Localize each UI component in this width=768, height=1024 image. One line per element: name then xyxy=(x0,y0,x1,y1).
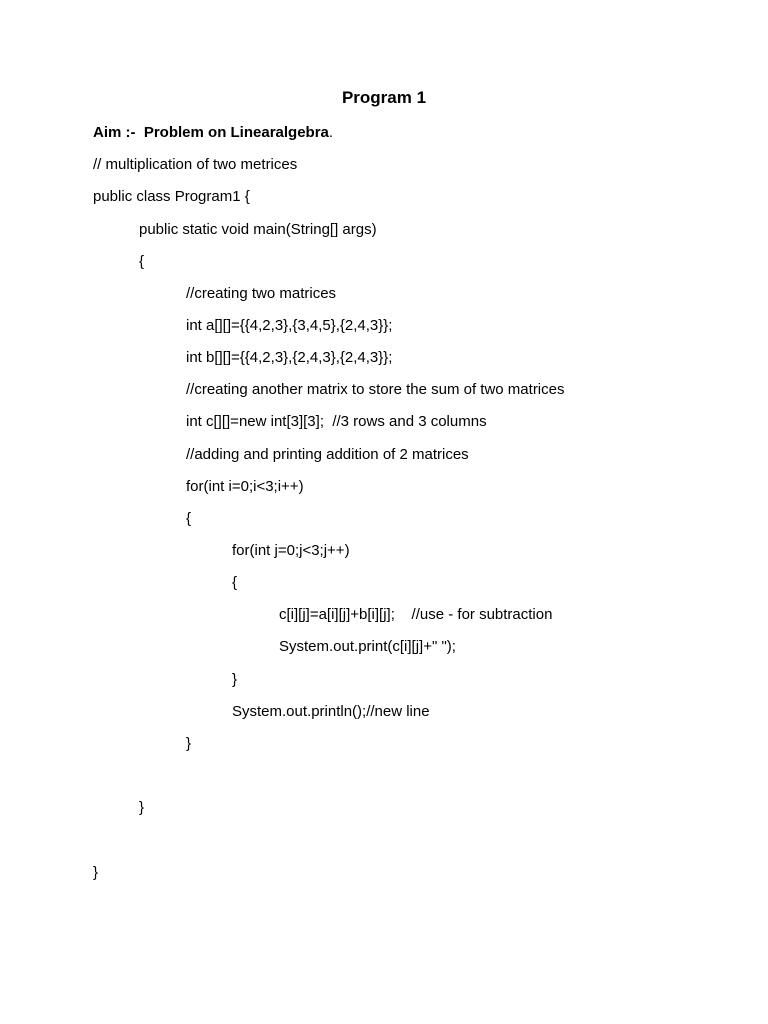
code-line: for(int j=0;j<3;j++) xyxy=(232,542,350,559)
code-line: public static void main(String[] args) xyxy=(139,221,377,238)
code-line: System.out.print(c[i][j]+" "); xyxy=(279,638,456,655)
aim-label: Aim :- xyxy=(93,124,136,141)
aim-period: . xyxy=(328,124,334,141)
code-line: { xyxy=(186,510,192,527)
code-line: } xyxy=(93,864,99,881)
code-line: } xyxy=(232,671,238,688)
aim-text: Problem on Linearalgebra xyxy=(143,124,329,141)
code-line: public class Program1 { xyxy=(93,188,250,205)
code-line: int a[][]={{4,2,3},{3,4,5},{2,4,3}}; xyxy=(186,317,393,334)
code-line: //adding and printing addition of 2 matrices xyxy=(186,446,469,463)
code-line: for(int i=0;i<3;i++) xyxy=(186,478,304,495)
code-line: c[i][j]=a[i][j]+b[i][j]; //use - for subtraction xyxy=(279,606,553,623)
code-line: //creating two matrices xyxy=(186,285,337,302)
code-line: int b[][]={{4,2,3},{2,4,3},{2,4,3}}; xyxy=(186,349,393,366)
code-line: int c[][]=new int[3][3]; //3 rows and 3 columns xyxy=(186,413,487,430)
code-line: { xyxy=(139,253,145,270)
code-line: } xyxy=(139,799,145,816)
code-line: System.out.println();//new line xyxy=(232,703,430,720)
code-line: } xyxy=(186,735,192,752)
aim-line xyxy=(93,124,333,141)
code-line: //creating another matrix to store the sum of two matrices xyxy=(186,381,565,398)
page-title: Program 1 xyxy=(341,88,427,107)
code-line: // multiplication of two metrices xyxy=(93,156,298,173)
code-line: { xyxy=(232,574,238,591)
